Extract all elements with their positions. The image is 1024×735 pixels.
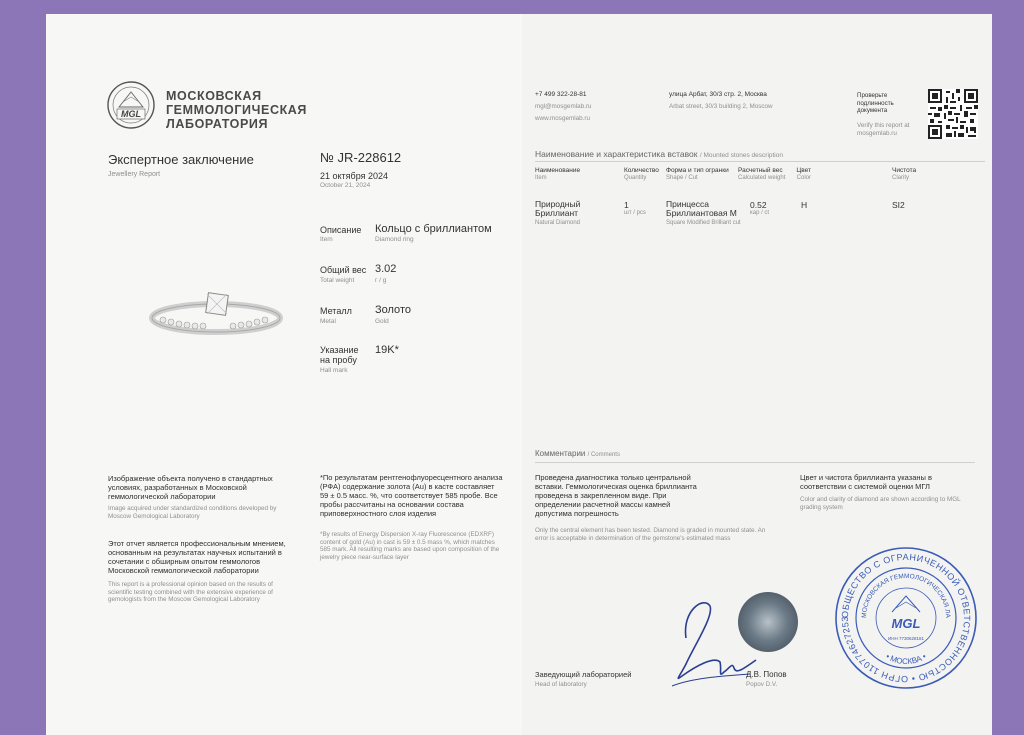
field-weight-label-en: Total weight: [320, 277, 355, 284]
header-weight-ru: Расчетный вес: [738, 167, 783, 174]
field-hallmark-label-en: Hall mark: [320, 367, 348, 374]
comments-title-ru: Комментарии: [535, 449, 586, 458]
stones-title-ru: Наименование и характеристика вставок: [535, 149, 698, 159]
field-item-label-en: Item: [320, 236, 333, 243]
note-image-ru: Изображение объекта получено в стандартных условиях, разработанных в Московской геммологической лаборатории: [108, 474, 273, 501]
ring-photo: [141, 284, 291, 346]
lab-name-line: МОСКОВСКАЯ: [166, 89, 262, 103]
field-item-label: Описание: [320, 225, 362, 235]
comments-divider: [535, 462, 975, 463]
stones-divider: [535, 161, 985, 162]
header-item-en: Item: [535, 174, 547, 181]
header-color-en: Color: [796, 174, 811, 181]
comment-left-en: Only the central element has been tested. Diamond is graded in mounted state. An error is acceptable in determination of the gemstone's estimated mass: [535, 527, 766, 542]
stone-qty-value: 1: [624, 200, 629, 210]
stone-cut-en: Square Modified Brilliant cut: [666, 220, 741, 226]
signature-role: Заведующий лабораторией: [535, 670, 632, 679]
note-opinion-en: This report is a professional opinion based on the results of scientific testing combined with the extensive experience of gemologists from the Moscow Gemological Laboratory: [108, 581, 273, 604]
contact-address-en: Arbat street, 30/3 building 2, Moscow: [669, 103, 773, 110]
stone-item-en: Natural Diamond: [535, 220, 581, 226]
header-cut-ru: Форма и тип огранки: [666, 167, 729, 174]
field-metal-value: Золото: [375, 304, 411, 316]
comments-title-en: / Comments: [587, 452, 620, 458]
comment-right-en: Color and clarity of diamond are shown according to MGL grading system: [800, 496, 961, 511]
report-number: № JR-228612: [320, 150, 402, 165]
logo-abbr: MGL: [121, 109, 141, 119]
left-page: [46, 14, 522, 735]
field-weight-value: 3.02: [375, 263, 397, 275]
stones-title: [535, 149, 783, 159]
header-color-ru: Цвет: [796, 167, 811, 174]
svg-text:• МОСКВА •: [884, 652, 928, 666]
lab-name: [166, 89, 307, 131]
note-xrf-en: *By results of Energy Dispersion X-ray Fluorescence (EDXRF) content of gold (Au) in cast is 59 ± 0.5 mass %, which matches 585 mark. All resulting marks are based upon composition of the jewelry piece near-surface layer: [320, 531, 500, 561]
header-cut-en: Shape / Cut: [666, 174, 698, 181]
lab-name-line: ЛАБОРАТОРИЯ: [166, 117, 269, 131]
stamp-inner-text: МОСКОВСКАЯ ГЕММОЛОГИЧЕСКАЯ ЛА: [860, 572, 952, 619]
report-title-en: Jewellery Report: [108, 171, 161, 178]
stone-item: [535, 200, 610, 227]
field-hallmark-value: 19K*: [375, 344, 399, 356]
report-date: 21 октября 2024: [320, 171, 389, 181]
qr-code[interactable]: [928, 89, 978, 139]
stones-title-en: / Mounted stones description: [699, 152, 783, 159]
signature-name-en: Popov D.V.: [746, 681, 778, 688]
field-weight-label: Общий вес: [320, 265, 367, 275]
hologram-sticker: [738, 592, 798, 652]
company-stamp: [834, 546, 978, 690]
note-opinion-ru: Этот отчет является профессиональным мнением, основанным на результатах научных испытаний в сочетании с обширным опытом геммологов Московской геммологической лаборатории: [108, 539, 286, 575]
header-clarity-en: Clarity: [892, 174, 910, 181]
header-clarity: [892, 167, 942, 182]
stone-qty: [624, 200, 646, 217]
contact-email[interactable]: mgl@mosgemlab.ru: [535, 103, 592, 110]
mgl-logo: [106, 80, 156, 130]
contact-address: улица Арбат, 30/3 стр. 2, Москва: [669, 91, 767, 98]
signature-role-en: Head of laboratory: [535, 681, 587, 688]
stone-cut-ru: Принцесса Бриллиантовая М: [666, 199, 737, 218]
stone-weight-unit: кар / ct: [750, 210, 770, 216]
header-color: [776, 167, 811, 182]
field-item-value-en: Diamond ring: [375, 236, 414, 243]
field-metal-label-en: Metal: [320, 318, 336, 325]
field-item-value: Кольцо с бриллиантом: [375, 223, 492, 235]
report-title: Экспертное заключение: [108, 152, 254, 167]
note-image-en: Image acquired under standardized conditions developed by Moscow Gemological Laboratory: [108, 505, 277, 520]
report-date-en: October 21, 2024: [320, 182, 371, 189]
lab-name-line: ГЕММОЛОГИЧЕСКАЯ: [166, 103, 308, 117]
header-cut: [666, 167, 736, 182]
stone-weight: [750, 200, 769, 217]
note-xrf-ru: *По результатам рентгенофлуоресцентного анализа (РФА) содержание золота (Au) в касте составляет 59 ± 0.5 масс. %, что соответствует 585 пробе. Все пробы рассчитаны на основании состава приповерхностного слоя изделия: [320, 473, 503, 518]
field-metal-label: Металл: [320, 306, 352, 316]
header-quantity-ru: Количество: [624, 167, 659, 174]
verify-en: Verify this report at mosgemlab.ru: [857, 122, 910, 137]
field-hallmark-label: Указание на пробу: [320, 345, 359, 365]
stone-clarity: SI2: [892, 200, 905, 210]
stamp-abbr: MGL: [891, 616, 921, 631]
comment-right-ru: Цвет и чистота бриллианта указаны в соответствии с системой оценки МГЛ: [800, 473, 932, 491]
stone-item-ru: Природный Бриллиант: [535, 199, 581, 218]
contact-site[interactable]: www.mosgemlab.ru: [535, 115, 590, 122]
stamp-city: • МОСКВА •: [884, 651, 928, 667]
stone-cut: [666, 200, 746, 227]
header-quantity-en: Quantity: [624, 174, 647, 181]
header-weight-en: Calculated weight: [738, 174, 786, 181]
contact-phone: +7 499 322-28-81: [535, 91, 587, 98]
comments-title: [535, 449, 620, 458]
signature-name: Д.В. Попов: [746, 670, 787, 679]
field-metal-value-en: Gold: [375, 318, 389, 325]
stone-color: H: [801, 200, 808, 210]
verify-ru: Проверьте подлинность документа: [857, 92, 894, 114]
stamp-ring-text: ОБЩЕСТВО С ОГРАНИЧЕННОЙ ОТВЕТСТВЕННОСТЬЮ • ОГРН 110774627253: [839, 551, 973, 685]
header-clarity-ru: Чистота: [892, 167, 917, 174]
stone-qty-unit: шт / pcs: [624, 210, 646, 216]
field-weight-unit: г / g: [375, 277, 387, 284]
stamp-inn: ИНН 7730628181: [887, 636, 925, 641]
comment-left-ru: Проведена диагностика только центральной вставки. Геммологическая оценка бриллианта проведена в закрепленном виде. При определении расчетной массы камней допустима погрешность: [535, 473, 697, 518]
header-item: [535, 167, 593, 182]
stone-weight-value: 0.52: [750, 200, 767, 210]
header-quantity: [624, 167, 666, 182]
header-item-ru: Наименование: [535, 167, 581, 174]
